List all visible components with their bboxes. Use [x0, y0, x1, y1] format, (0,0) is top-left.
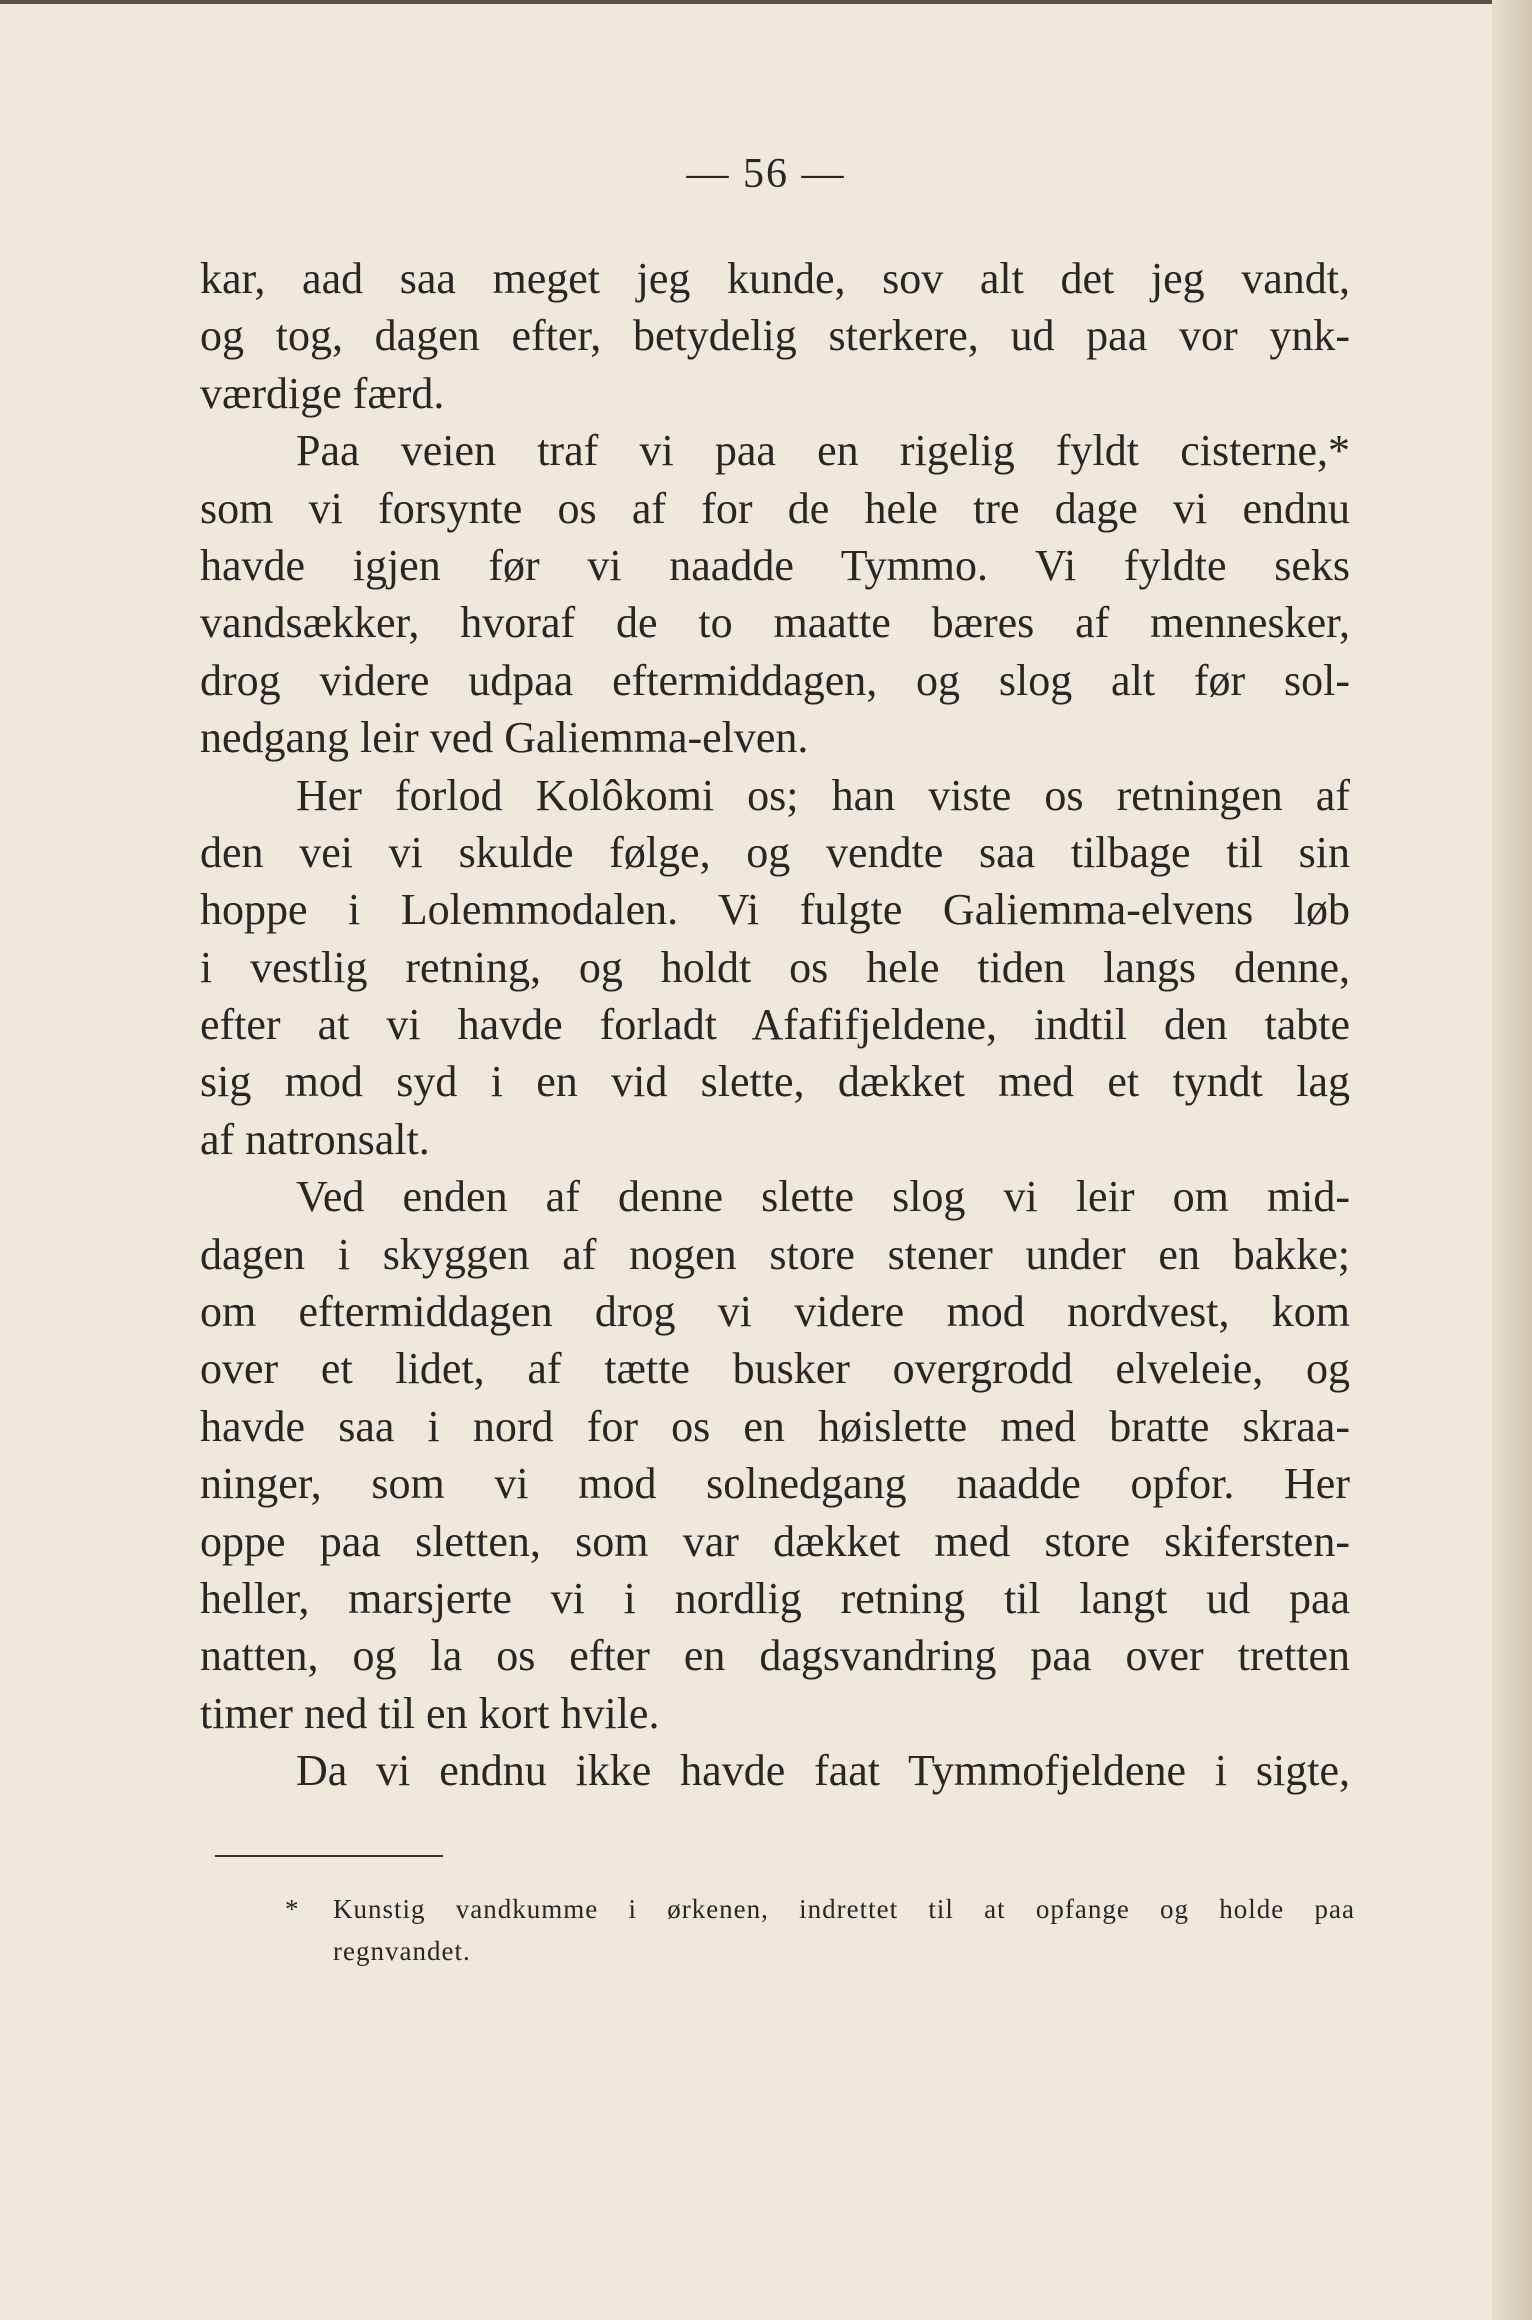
footnote — [285, 1888, 1355, 1972]
text-line: den vei vi skulde følge, og vendte saa tilbage til sin — [200, 827, 1350, 877]
text-line: efter at vi havde forladt Afafifjeldene, indtil den tabte — [200, 1000, 1350, 1050]
page-edge — [1492, 0, 1532, 2320]
text-line: hoppe i Lolemmodalen. Vi fulgte Galiemma-elvens løb — [200, 885, 1350, 935]
text-line: heller, marsjerte vi i nordlig retning til langt ud paa — [200, 1573, 1350, 1623]
text-line: Her forlod Kolôkomi os; han viste os retningen af — [296, 770, 1350, 820]
footnote-text-1: Kunstig vandkumme i ørkenen, indrettet til at opfange og holde paa — [333, 1894, 1355, 1924]
text-line: ninger, som vi mod solnedgang naadde opfor. Her — [200, 1459, 1350, 1509]
text-line: i vestlig retning, og holdt os hele tiden langs denne, — [200, 942, 1350, 992]
text-line: værdige færd. — [200, 368, 445, 418]
text-line: Da vi endnu ikke havde faat Tymmofjeldene i sigte, — [296, 1746, 1350, 1796]
text-line: af natronsalt. — [200, 1114, 430, 1164]
text-line: Paa veien traf vi paa en rigelig fyldt cisterne,* — [296, 426, 1350, 476]
text-line: kar, aad saa meget jeg kunde, sov alt det jeg vandt, — [200, 254, 1350, 303]
text-line: drog videre udpaa eftermiddagen, og slog alt før sol- — [200, 655, 1350, 705]
text-line: dagen i skyggen af nogen store stener under en bakke; — [200, 1229, 1350, 1279]
text-line: over et lidet, af tætte busker overgrodd elveleie, og — [200, 1344, 1350, 1394]
body-text — [200, 250, 1350, 1800]
text-line: havde igjen før vi naadde Tymmo. Vi fyldte seks — [200, 540, 1350, 590]
text-line: sig mod syd i en vid slette, dækket med et tyndt lag — [200, 1057, 1350, 1107]
text-line: nedgang leir ved Galiemma-elven. — [200, 713, 809, 763]
text-line: timer ned til en kort hvile. — [200, 1688, 660, 1738]
text-line: om eftermiddagen drog vi videre mod nordvest, kom — [200, 1287, 1350, 1337]
text-line: Ved enden af denne slette slog vi leir om mid- — [296, 1172, 1350, 1222]
text-line: vandsækker, hvoraf de to maatte bæres af mennesker, — [200, 598, 1350, 648]
footnote-line-2: regnvandet. — [333, 1936, 471, 1966]
text-line: som vi forsynte os af for de hele tre dage vi endnu — [200, 483, 1350, 533]
text-line: oppe paa sletten, som var dækket med store skifersten- — [200, 1516, 1350, 1566]
text-line: natten, og la os efter en dagsvandring paa over tretten — [200, 1631, 1350, 1681]
footnote-rule — [215, 1855, 443, 1857]
page-number: — 56 — — [686, 151, 846, 197]
page-top-edge — [0, 0, 1532, 4]
text-line: havde saa i nord for os en høislette med bratte skraa- — [200, 1401, 1350, 1451]
footnote-mark: * — [285, 1894, 300, 1924]
footnote-line-1 — [285, 1888, 1355, 1930]
text-line: og tog, dagen efter, betydelig sterkere, ud paa vor ynk- — [200, 311, 1350, 361]
